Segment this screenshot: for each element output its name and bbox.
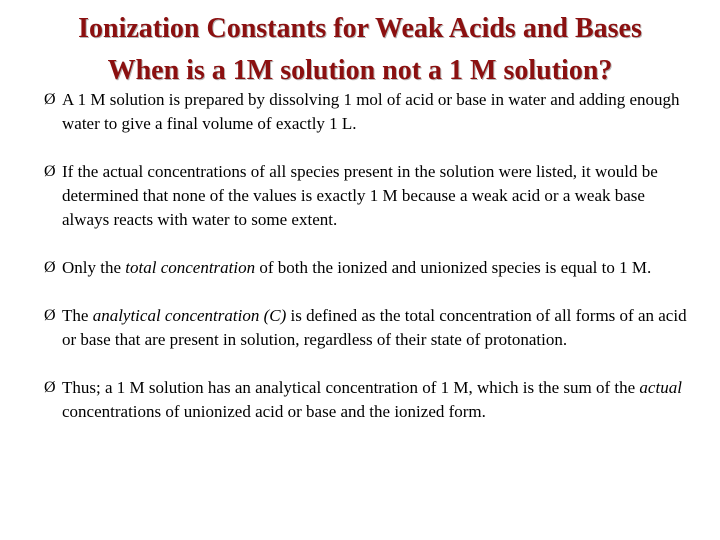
bullet-list — [44, 88, 694, 448]
bullet-3-text-post: of both the ionized and unionized species is equal to 1 M. — [255, 258, 652, 277]
bullet-3 — [44, 256, 694, 280]
arrowhead-bullet-icon: Ø — [44, 307, 56, 324]
bullet-4-text-pre: The — [62, 306, 93, 325]
slide-title — [0, 8, 720, 92]
bullet-1 — [44, 88, 694, 136]
arrowhead-bullet-icon: Ø — [44, 91, 56, 108]
bullet-3-text-pre: Only the — [62, 258, 126, 277]
arrowhead-bullet-icon: Ø — [44, 163, 56, 180]
arrowhead-bullet-icon: Ø — [44, 259, 56, 276]
arrowhead-bullet-icon: Ø — [44, 379, 56, 396]
title-line-2: When is a 1M solution not a 1 M solution? — [107, 55, 613, 86]
bullet-1-text: A 1 M solution is prepared by dissolving 1 mol of acid or base in water and adding enough water to give a final volume of exactly 1 L. — [62, 90, 680, 133]
bullet-5-text-pre: Thus; a 1 M solution has an analytical concentration of 1 M, which is the sum of the — [62, 378, 640, 397]
bullet-5-emphasis: actual — [639, 378, 682, 397]
bullet-4-emphasis: analytical concentration (C) — [92, 306, 287, 325]
bullet-3-emphasis: total concentration — [125, 258, 256, 277]
bullet-4 — [44, 304, 694, 352]
bullet-5 — [44, 376, 694, 424]
bullet-5-text-post: concentrations of unionized acid or base and the ionized form. — [62, 402, 486, 421]
bullet-4-text-post: is defined as the total concentration of all forms of an acid or base that are present in solution, regardless of their state of protonation. — [62, 306, 687, 349]
bullet-2 — [44, 160, 694, 232]
title-line-1: Ionization Constants for Weak Acids and Bases — [78, 13, 642, 44]
bullet-2-text: If the actual concentrations of all species present in the solution were listed, it would be determined that none of the values is exactly 1 M because a weak acid or a weak base always reacts with water to some extent. — [62, 162, 658, 229]
